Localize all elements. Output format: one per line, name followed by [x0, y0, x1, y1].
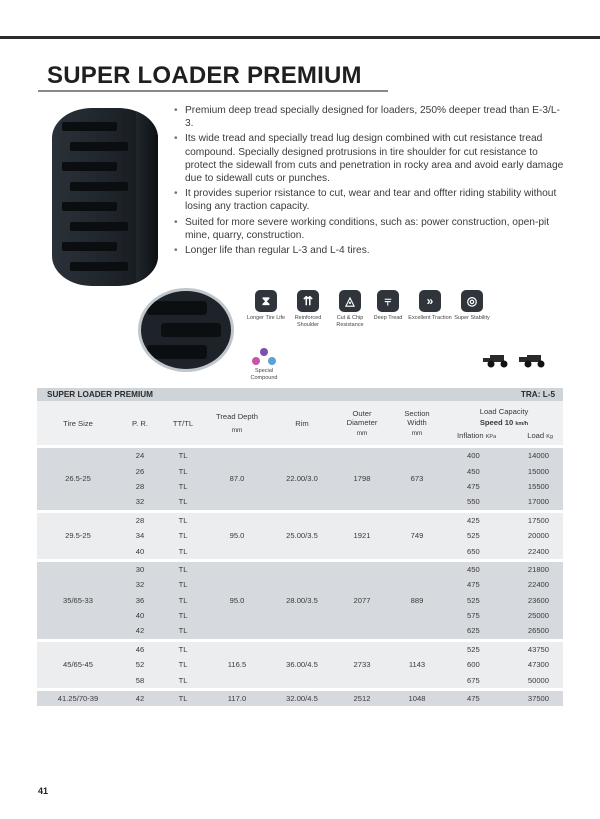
cell-pr: 46	[119, 642, 161, 657]
cell-tread-depth: 116.5	[205, 642, 269, 688]
cell-tire-size: 26.5-25	[37, 448, 119, 510]
cell-tread-depth: 117.0	[205, 691, 269, 706]
cell-pr: 32	[119, 494, 161, 509]
col-tire-size: Tire Size	[37, 401, 119, 445]
cell-tire-size: 41.25/70-39	[37, 691, 119, 706]
cell-pr: 28	[119, 513, 161, 528]
hourglass-icon: ⧗	[255, 290, 277, 312]
cell-outer-diameter: 2512	[335, 691, 389, 706]
cell-tire-size: 29.5-25	[37, 513, 119, 559]
cell-rim: 25.00/3.5	[269, 513, 335, 559]
cell-rim: 22.00/3.0	[269, 448, 335, 510]
cell-tttl: TL	[161, 448, 205, 463]
cell-outer-diameter: 1921	[335, 513, 389, 559]
feature-deep-tread: ⫧ Deep Tread	[366, 290, 410, 322]
cell-tttl: TL	[161, 608, 205, 623]
cell-pr: 24	[119, 448, 161, 463]
special-compound: Special Compound	[244, 348, 284, 381]
col-outer-diameter: Outer Diameter mm	[335, 401, 389, 445]
cell-load: 550 17000	[445, 494, 563, 509]
shoulder-icon: ⇈	[297, 290, 319, 312]
feature-bullets	[174, 104, 564, 259]
col-load-capacity: Load Capacity Speed 10 km/h Inflation KPa Load Kg	[445, 401, 563, 445]
title-underline	[38, 90, 388, 92]
cell-tttl: TL	[161, 463, 205, 478]
cell-section-width: 1143	[389, 642, 445, 688]
feature-reinforced-shoulder: ⇈ Reinforced Shoulder	[286, 290, 330, 328]
cell-load: 525 43750	[445, 642, 563, 657]
table-row	[37, 448, 563, 463]
cell-load: 525 23600	[445, 593, 563, 608]
cell-load: 625 26500	[445, 623, 563, 638]
bullet-item: • It provides superior rsistance to cut, wear and tear and offter riding stability without losing any traction capacity.	[174, 187, 564, 213]
stability-icon: ◎	[461, 290, 483, 312]
cell-load: 600 47300	[445, 657, 563, 672]
cell-outer-diameter: 1798	[335, 448, 389, 510]
cell-section-width: 889	[389, 562, 445, 639]
tread-closeup-image	[138, 288, 234, 372]
bullet-item: • Suited for more severe working conditions, such as: power construction, open-pit mine, quarry, construction.	[174, 216, 564, 242]
cell-pr: 30	[119, 562, 161, 577]
cell-pr: 42	[119, 691, 161, 706]
tire-image	[52, 108, 158, 286]
table-title: SUPER LOADER PREMIUM	[37, 388, 335, 401]
cell-pr: 58	[119, 672, 161, 687]
traction-icon: »	[419, 290, 441, 312]
cell-tttl: TL	[161, 494, 205, 509]
cell-tttl: TL	[161, 479, 205, 494]
col-pr: P. R.	[119, 401, 161, 445]
cell-load: 450 21800	[445, 562, 563, 577]
col-rim: Rim	[269, 401, 335, 445]
col-tread-depth: Tread Depth mm	[205, 401, 269, 445]
top-rule	[0, 36, 600, 39]
feature-longer-life: ⧗ Longer Tire Life	[244, 290, 288, 322]
cell-pr: 52	[119, 657, 161, 672]
cell-tttl: TL	[161, 623, 205, 638]
cell-tttl: TL	[161, 593, 205, 608]
cell-tire-size: 45/65-45	[37, 642, 119, 688]
cell-tttl: TL	[161, 562, 205, 577]
cell-rim: 36.00/4.5	[269, 642, 335, 688]
cell-section-width: 673	[389, 448, 445, 510]
cell-load: 525 20000	[445, 528, 563, 543]
bullet-item: • Its wide tread and specially tread lug design combined with cut resistance tread compound. Specially designed protrusions in tire shoulder for cut resistance to protect the sidewall from cuts and penetration in rocky area and avoid early damage due to sidewall cuts or punches.	[174, 132, 564, 185]
feature-cut-chip: ◬ Cut & Chip Resistance	[328, 290, 372, 328]
cell-load: 475 15500	[445, 479, 563, 494]
table-row	[37, 691, 563, 706]
cell-tttl: TL	[161, 691, 205, 706]
cell-load: 650 22400	[445, 543, 563, 558]
cell-load: 675 50000	[445, 672, 563, 687]
cell-load: 400 14000	[445, 448, 563, 463]
cell-load: 475 22400	[445, 577, 563, 592]
cell-pr: 40	[119, 608, 161, 623]
cell-tttl: TL	[161, 513, 205, 528]
feature-traction: » Excellent Traction	[408, 290, 452, 322]
table-row	[37, 513, 563, 528]
cell-load: 575 25000	[445, 608, 563, 623]
wheel-loader-icon	[482, 352, 512, 368]
cell-pr: 32	[119, 577, 161, 592]
col-tttl: TT/TL	[161, 401, 205, 445]
cell-rim: 32.00/4.5	[269, 691, 335, 706]
tra-label: TRA: L-5	[335, 388, 563, 401]
loader-machines	[482, 352, 550, 368]
spec-table	[37, 388, 563, 706]
cell-load: 425 17500	[445, 513, 563, 528]
bullet-item: • Longer life than regular L-3 and L-4 tires.	[174, 244, 564, 257]
cell-tttl: TL	[161, 672, 205, 687]
cell-pr: 26	[119, 463, 161, 478]
cell-section-width: 1048	[389, 691, 445, 706]
cell-tire-size: 35/65-33	[37, 562, 119, 639]
bullet-item: • Premium deep tread specially designed for loaders, 250% deeper tread than E-3/L-3.	[174, 104, 564, 130]
deep-tread-icon: ⫧	[377, 290, 399, 312]
cell-tttl: TL	[161, 642, 205, 657]
feature-icons	[244, 290, 494, 340]
cell-tttl: TL	[161, 657, 205, 672]
cell-pr: 40	[119, 543, 161, 558]
feature-stability: ◎ Super Stability	[450, 290, 494, 322]
cell-tread-depth: 95.0	[205, 513, 269, 559]
compound-molecule-icon	[251, 348, 277, 366]
cell-tttl: TL	[161, 577, 205, 592]
page-title: SUPER LOADER PREMIUM	[47, 62, 362, 89]
cell-tread-depth: 87.0	[205, 448, 269, 510]
cell-rim: 28.00/3.5	[269, 562, 335, 639]
cell-tread-depth: 95.0	[205, 562, 269, 639]
cell-pr: 34	[119, 528, 161, 543]
cell-section-width: 749	[389, 513, 445, 559]
cell-tttl: TL	[161, 528, 205, 543]
cell-load: 450 15000	[445, 463, 563, 478]
col-section-width: Section Width mm	[389, 401, 445, 445]
cell-pr: 42	[119, 623, 161, 638]
cell-pr: 36	[119, 593, 161, 608]
cell-load: 475 37500	[445, 691, 563, 706]
cell-tttl: TL	[161, 543, 205, 558]
cut-chip-icon: ◬	[339, 290, 361, 312]
table-row	[37, 562, 563, 577]
cell-outer-diameter: 2733	[335, 642, 389, 688]
cell-pr: 28	[119, 479, 161, 494]
wheel-loader-icon	[518, 352, 548, 368]
page-number: 41	[38, 786, 49, 796]
table-row	[37, 642, 563, 657]
cell-outer-diameter: 2077	[335, 562, 389, 639]
